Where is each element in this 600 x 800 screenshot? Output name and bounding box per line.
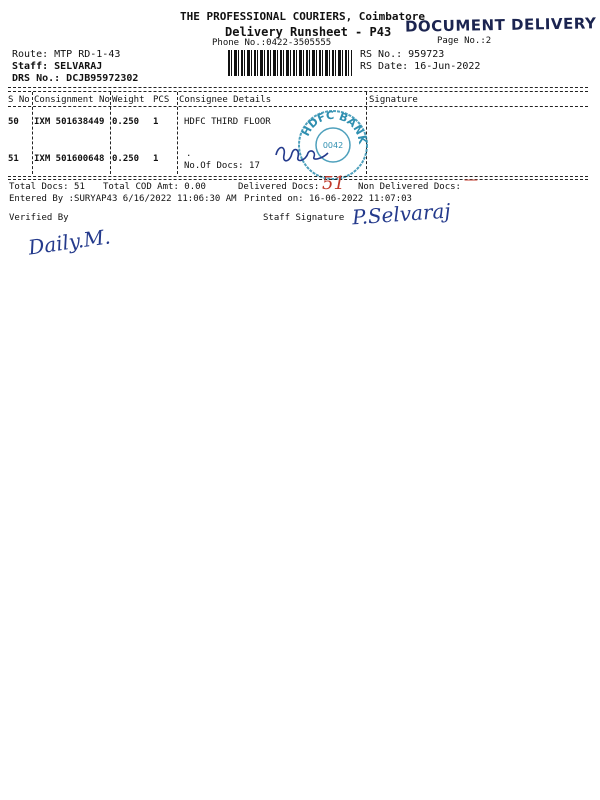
divider-header — [8, 106, 588, 107]
row-weight: 0.250 — [112, 154, 140, 164]
delivered-docs-label: Delivered Docs: — [238, 182, 320, 192]
divider-top-2 — [8, 91, 588, 92]
row-consignment: IXM 501638449 — [34, 117, 105, 127]
printed-on: Printed on: 16-06-2022 11:07:03 — [244, 194, 412, 204]
header-pcs: PCS — [153, 95, 170, 105]
rs-date: RS Date: 16-Jun-2022 — [360, 61, 481, 72]
total-docs: Total Docs: 51 — [9, 182, 85, 192]
staff-signature-hand: P.Selvaraj — [351, 198, 452, 230]
seal-text: HDFC BANK — [299, 108, 370, 145]
phone-number: Phone No.:0422-3505555 — [212, 38, 332, 48]
header-consignment: Consignment No — [34, 95, 110, 105]
row-signature-scribble — [272, 141, 342, 171]
rs-number: RS No.: 959723 — [360, 49, 445, 60]
row-pcs: 1 — [153, 117, 159, 127]
seal-sub: 0042 — [322, 141, 344, 150]
route: Route: MTP RD-1-43 — [12, 49, 121, 60]
header-sno: S No — [8, 95, 30, 105]
row-details: HDFC THIRD FLOOR — [184, 117, 271, 127]
row-weight: 0.250 — [112, 117, 140, 127]
entered-by: Entered By :SURYAP43 6/16/2022 11:06:30 AM — [9, 194, 237, 204]
row-consignment: IXM 501600648 — [34, 154, 105, 164]
barcode — [228, 50, 352, 76]
verified-by-label: Verified By — [9, 213, 69, 223]
header-signature: Signature — [369, 95, 418, 105]
row-doc-count: No.Of Docs: 17 — [184, 161, 260, 171]
delivered-docs-value: 51 — [322, 173, 345, 194]
document-delivery-stamp: DOCUMENT DELIVERY — [404, 14, 597, 36]
row-details: . — [186, 149, 192, 159]
verified-signature-hand: Daily.M. — [26, 224, 112, 260]
staff: Staff: SELVARAJ — [12, 61, 103, 72]
total-cod: Total COD Amt: 0.00 — [103, 182, 206, 192]
divider-top — [8, 87, 588, 88]
row-sno: 50 — [8, 117, 19, 127]
col-sep-2 — [110, 92, 111, 174]
col-sep-3 — [177, 92, 178, 174]
staff-signature-label: Staff Signature — [263, 213, 345, 223]
row-sno: 51 — [8, 154, 19, 164]
drs-number: DRS No.: DCJB95972302 — [12, 73, 139, 84]
non-delivered-value: — — [464, 172, 478, 188]
row-pcs: 1 — [153, 154, 159, 164]
company-name: THE PROFESSIONAL COURIERS, Coimbatore — [180, 10, 426, 23]
divider-totals-2 — [8, 179, 588, 180]
col-sep-1 — [32, 92, 33, 174]
non-delivered-label: Non Delivered Docs: — [358, 182, 461, 192]
header-consignee: Consignee Details — [179, 95, 272, 105]
header-weight: Weight — [112, 95, 145, 105]
divider-totals — [8, 176, 588, 177]
page-number: Page No.:2 — [437, 36, 492, 46]
runsheet-title: Delivery Runsheet - P43 — [225, 25, 392, 39]
